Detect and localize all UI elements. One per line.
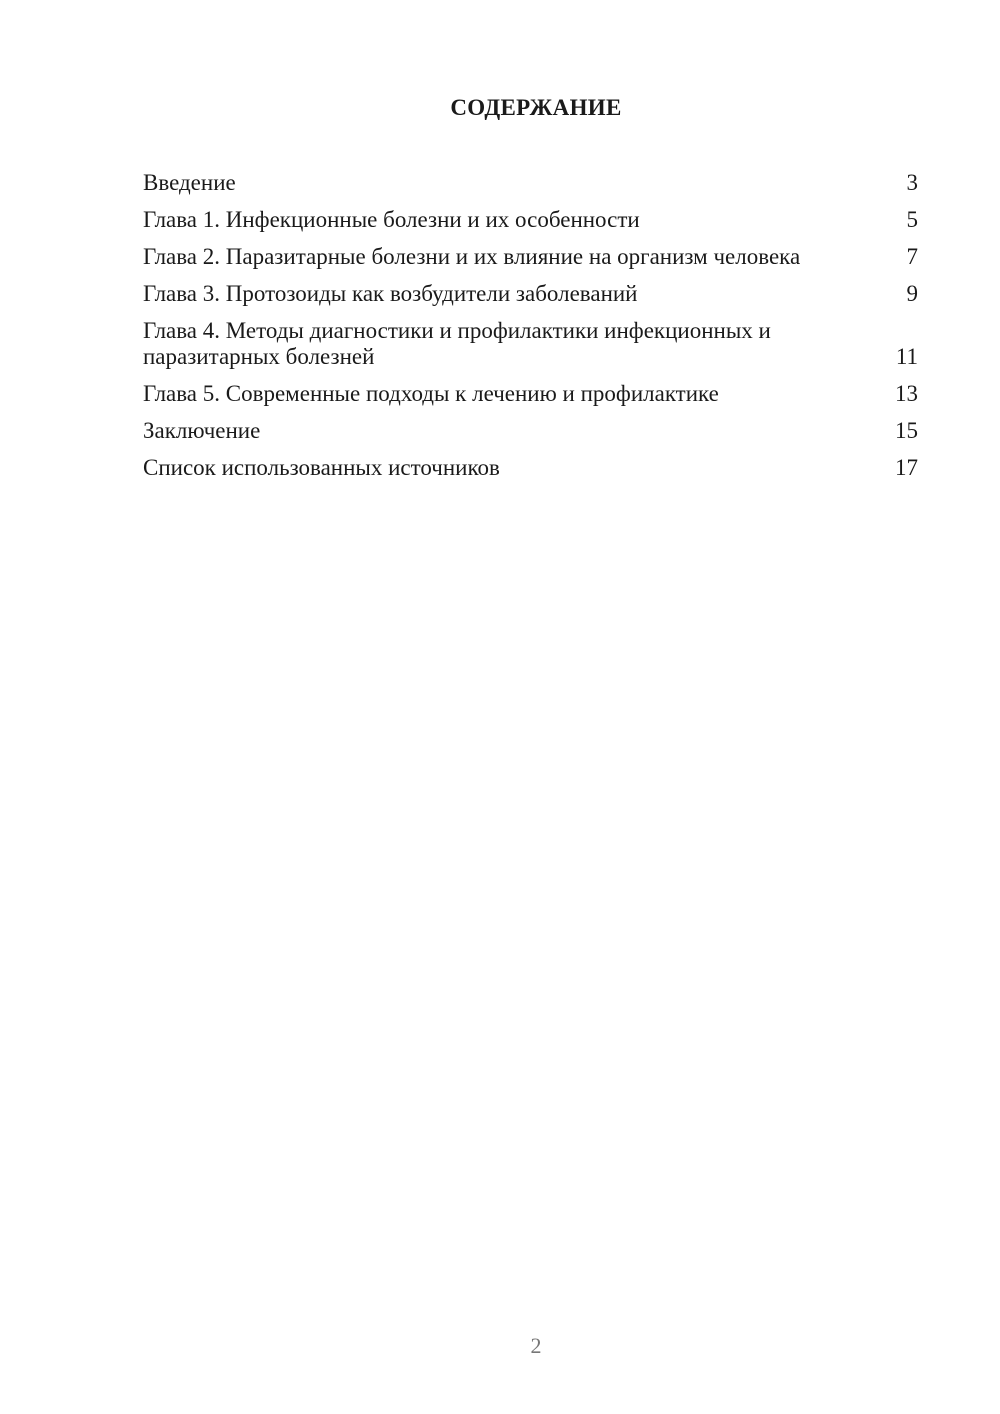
toc-entry-page: 15 — [895, 418, 918, 443]
table-of-contents — [143, 170, 918, 492]
toc-entry-page: 3 — [906, 170, 918, 195]
toc-entry-chapter-5 — [143, 381, 918, 407]
toc-entry-title: Заключение — [143, 418, 261, 443]
toc-entry-title: Глава 2. Паразитарные болезни и их влияние на организм человека — [143, 244, 801, 269]
toc-entry-title: Глава 5. Современные подходы к лечению и профилактике — [143, 381, 719, 406]
toc-entry-page: 5 — [906, 207, 918, 232]
page-title: СОДЕРЖАНИЕ — [450, 95, 622, 120]
page-number: 2 — [530, 1333, 542, 1358]
toc-entry-chapter-2 — [143, 244, 918, 270]
toc-entry-introduction — [143, 170, 918, 196]
toc-entry-references — [143, 455, 918, 481]
toc-entry-page: 17 — [895, 455, 918, 480]
toc-entry-page: 9 — [906, 281, 918, 306]
toc-entry-title: Глава 3. Протозоиды как возбудители заболеваний — [143, 281, 638, 306]
toc-entry-page: 11 — [895, 344, 918, 369]
toc-entry-chapter-4 — [143, 318, 918, 370]
toc-entry-chapter-1 — [143, 207, 918, 233]
toc-entry-title: Введение — [143, 170, 236, 195]
toc-entry-title: Список использованных источников — [143, 455, 500, 480]
toc-entry-page: 13 — [895, 381, 918, 406]
toc-entry-page: 7 — [906, 244, 918, 269]
toc-entry-chapter-3 — [143, 281, 918, 307]
toc-entry-title: Глава 4. Методы диагностики и профилактики инфекционных и паразитарных болезней — [143, 318, 771, 369]
toc-entry-title: Глава 1. Инфекционные болезни и их особенности — [143, 207, 640, 232]
toc-entry-conclusion — [143, 418, 918, 444]
